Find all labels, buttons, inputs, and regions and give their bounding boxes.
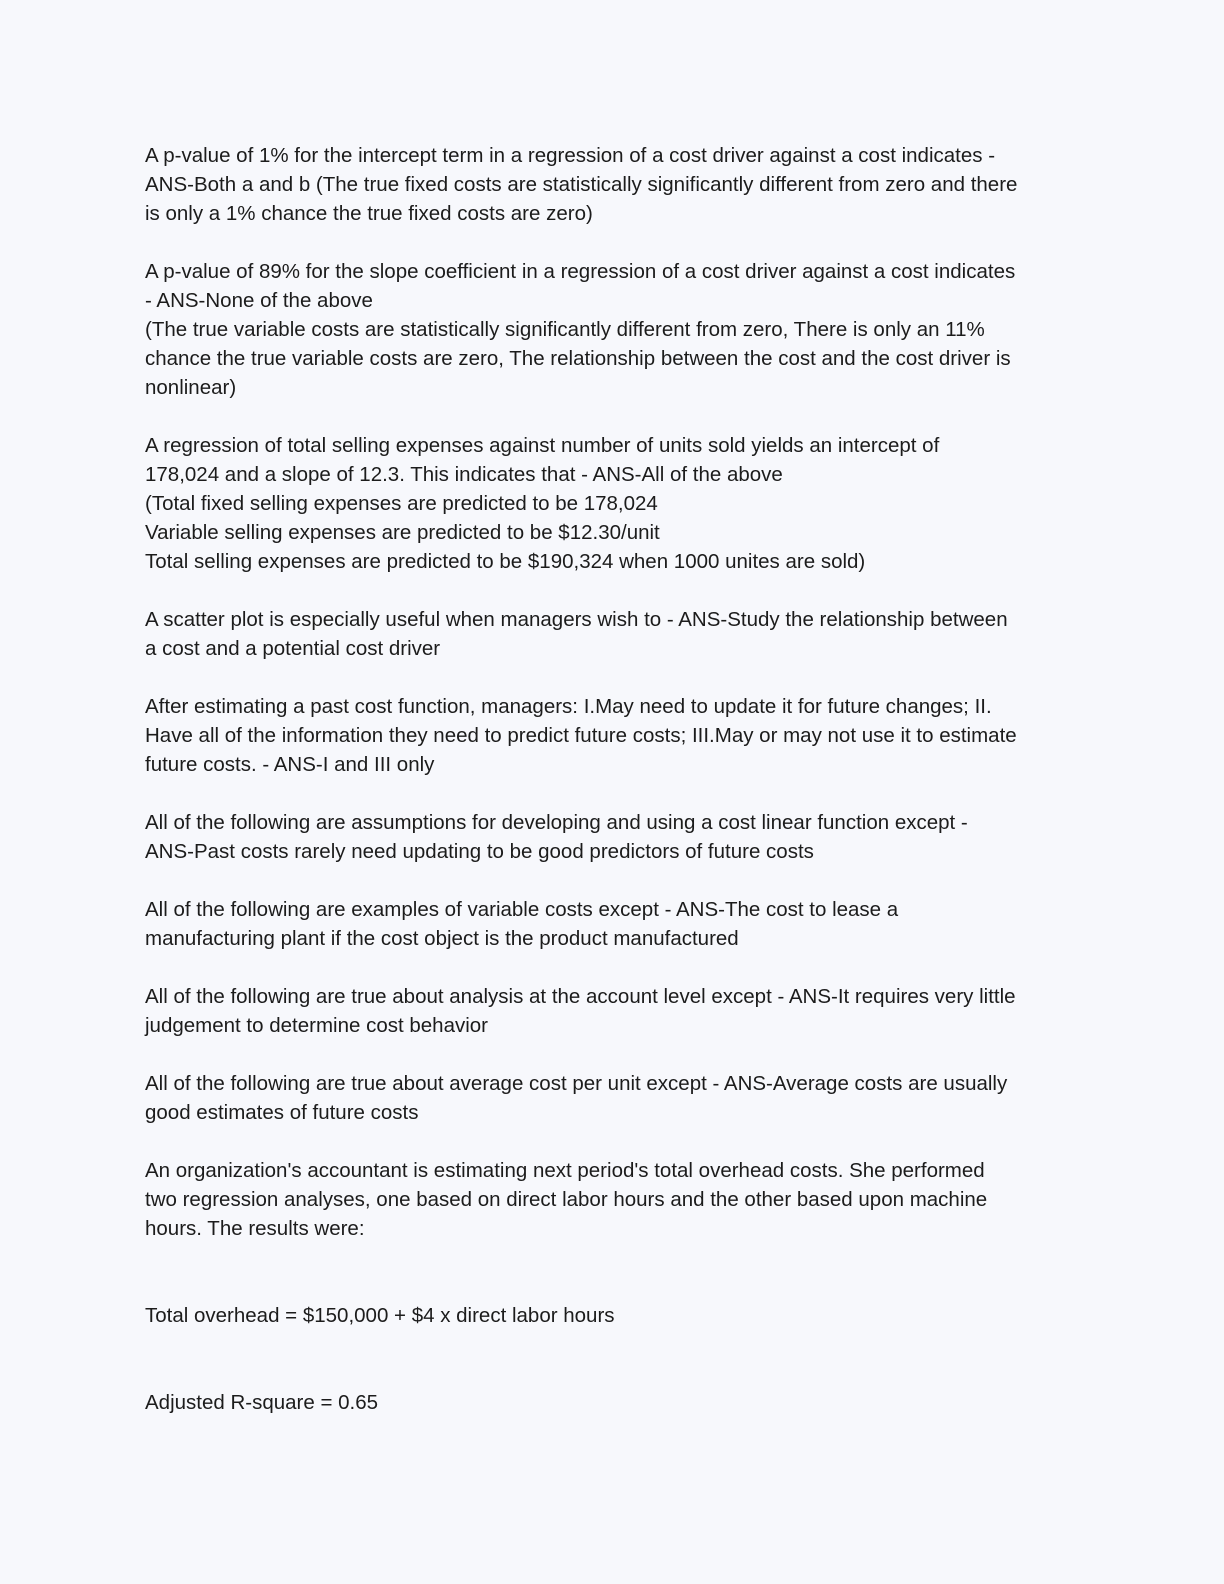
text-line: 178,024 and a slope of 12.3. This indicates that - ANS-All of the above	[145, 463, 783, 486]
text-line: is only a 1% chance the true fixed costs are zero)	[145, 202, 593, 225]
qa-item	[145, 1156, 1090, 1243]
qa-item	[145, 692, 1090, 779]
qa-item	[145, 808, 1090, 866]
text-line: ANS-Past costs rarely need updating to be good predictors of future costs	[145, 840, 814, 863]
text-line: All of the following are true about analysis at the account level except - ANS-It requires very little	[145, 985, 1016, 1008]
text-line: Variable selling expenses are predicted to be $12.30/unit	[145, 521, 660, 544]
qa-item	[145, 257, 1090, 402]
text-line: (Total fixed selling expenses are predicted to be 178,024	[145, 492, 658, 515]
qa-item	[145, 1069, 1090, 1127]
qa-item	[145, 895, 1090, 953]
text-line: After estimating a past cost function, managers: I.May need to update it for future changes; II.	[145, 695, 992, 718]
text-line: Have all of the information they need to predict future costs; III.May or may not use it to estimate	[145, 724, 1017, 747]
text-line: manufacturing plant if the cost object is the product manufactured	[145, 927, 739, 950]
text-line: Total selling expenses are predicted to be $190,324 when 1000 unites are sold)	[145, 550, 866, 573]
page-content	[145, 141, 1090, 1446]
text-line: chance the true variable costs are zero, The relationship between the cost and the cost driver is	[145, 347, 1011, 370]
text-line: ANS-Both a and b (The true fixed costs are statistically significantly different from zero and there	[145, 173, 1018, 196]
text-line: judgement to determine cost behavior	[145, 1014, 489, 1037]
text-line: - ANS-None of the above	[145, 289, 373, 312]
text-line: good estimates of future costs	[145, 1101, 419, 1124]
text-line: All of the following are true about average cost per unit except - ANS-Average costs are usually	[145, 1072, 1008, 1095]
text-line: a cost and a potential cost driver	[145, 637, 441, 660]
text-line: hours. The results were:	[145, 1217, 365, 1240]
text-line: nonlinear)	[145, 376, 237, 399]
text-line: A regression of total selling expenses against number of units sold yields an intercept of	[145, 434, 940, 457]
qa-item	[145, 431, 1090, 576]
text-line: An organization's accountant is estimating next period's total overhead costs. She performed	[145, 1159, 985, 1182]
text-line: A scatter plot is especially useful when managers wish to - ANS-Study the relationship between	[145, 608, 1008, 631]
text-line: two regression analyses, one based on direct labor hours and the other based upon machine	[145, 1188, 988, 1211]
text-line: Total overhead = $150,000 + $4 x direct labor hours	[145, 1304, 615, 1327]
text-line: (The true variable costs are statistically significantly different from zero, There is only an 11%	[145, 318, 985, 341]
qa-item	[145, 982, 1090, 1040]
text-line: Adjusted R-square = 0.65	[145, 1391, 379, 1414]
qa-item	[145, 605, 1090, 663]
qa-item	[145, 141, 1090, 228]
regression-equation	[145, 1301, 1090, 1330]
adjusted-r-square	[145, 1388, 1090, 1417]
text-line: All of the following are assumptions for developing and using a cost linear function except -	[145, 811, 968, 834]
text-line: A p-value of 89% for the slope coefficient in a regression of a cost driver against a cost indicates	[145, 260, 1016, 283]
text-line: All of the following are examples of variable costs except - ANS-The cost to lease a	[145, 898, 899, 921]
text-line: A p-value of 1% for the intercept term in a regression of a cost driver against a cost indicates -	[145, 144, 996, 167]
text-line: future costs. - ANS-I and III only	[145, 753, 435, 776]
